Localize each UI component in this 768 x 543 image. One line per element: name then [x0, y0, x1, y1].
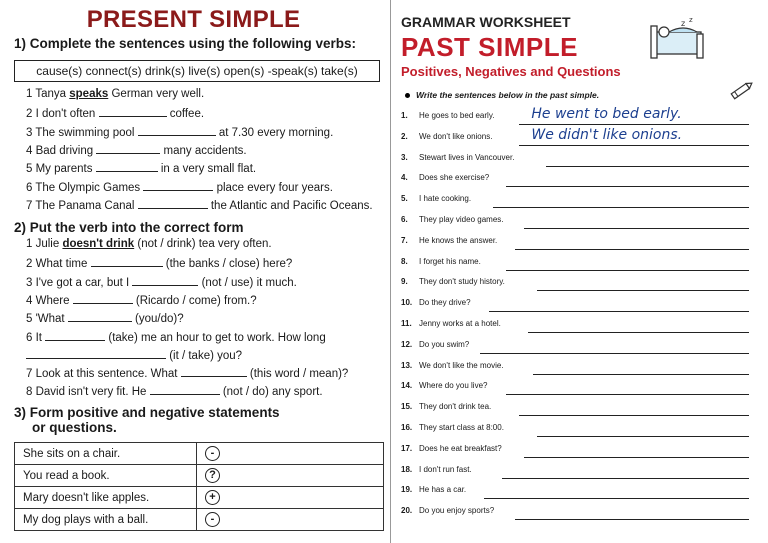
svg-text:z: z: [681, 19, 686, 28]
question-text: Does he eat breakfast?: [419, 443, 502, 453]
exercise-line: [26, 366, 348, 380]
question-number: 7.: [401, 235, 408, 245]
statement-symbol-cell: [197, 443, 384, 465]
question-row: [401, 194, 759, 208]
statement-symbol: +: [205, 490, 220, 505]
line-prefix: 8 David isn't very fit. He: [26, 386, 150, 399]
statement-text: My dog plays with a ball.: [15, 509, 197, 531]
exercise-line: [26, 143, 247, 157]
question-text: Do you enjoy sports?: [419, 506, 495, 516]
answer-blank[interactable]: [138, 125, 216, 136]
question-text: Where do you live?: [419, 381, 488, 391]
answer-blank[interactable]: [143, 180, 213, 191]
question-text: They don't drink tea.: [419, 402, 492, 412]
answer-blank[interactable]: [26, 348, 166, 359]
line-suffix: place every four years.: [213, 181, 333, 194]
question-number: 1.: [401, 111, 408, 120]
line-suffix: (take) me an hour to get to work. How long: [105, 331, 326, 344]
line-suffix: the Atlantic and Pacific Oceans.: [207, 199, 373, 212]
question-row: [401, 173, 759, 187]
answer-line[interactable]: [537, 436, 749, 437]
exercise-line: [26, 238, 272, 250]
line-prefix: 3 The swimming pool: [26, 126, 138, 139]
question-row: [401, 236, 759, 250]
statement-symbol: -: [205, 446, 220, 461]
question-row: [401, 126, 759, 146]
statement-symbol: ?: [205, 468, 220, 483]
question-row: [401, 361, 759, 375]
line-suffix: in a very small flat.: [157, 163, 257, 176]
exercise-line: [26, 256, 292, 270]
question-row: [401, 381, 759, 395]
line-prefix: 1 Tanya: [26, 88, 70, 100]
line-prefix: 2 What time: [26, 258, 91, 271]
verb-list-box: cause(s) connect(s) drink(s) live(s) open(s) -speak(s) take(s): [14, 60, 380, 82]
question-text: I forget his name.: [419, 256, 481, 266]
question-number: 10.: [401, 298, 413, 308]
answer-line[interactable]: [484, 498, 749, 499]
worksheet-title: PAST SIMPLE: [401, 32, 578, 62]
answer-blank[interactable]: [68, 311, 132, 322]
question-text: Jenny works at a hotel.: [419, 319, 501, 328]
question-row: [401, 506, 759, 520]
line-prefix: 5 'What: [26, 313, 68, 326]
answer-blank[interactable]: [132, 275, 198, 286]
line-suffix: (not / use) it much.: [198, 276, 297, 289]
question-row: [401, 319, 759, 333]
answer-line[interactable]: [524, 228, 749, 229]
worksheet-header: GRAMMAR WORKSHEET: [401, 14, 571, 30]
question-number: 8.: [401, 256, 408, 266]
question-number: 12.: [401, 339, 413, 349]
question-row: [401, 215, 759, 229]
line-suffix: (not / do) any sport.: [219, 386, 323, 399]
exercise-line: [26, 384, 323, 398]
answer-line[interactable]: [515, 519, 749, 520]
exercise-line: [26, 348, 242, 362]
question-text: Does she exercise?: [419, 173, 490, 183]
line-suffix: (you/do)?: [131, 313, 184, 326]
instruction: [405, 90, 599, 100]
statement-symbol: -: [205, 512, 220, 527]
exercise-line: [26, 106, 204, 120]
filled-answer: speaks: [69, 88, 109, 100]
filled-answer: doesn't drink: [62, 238, 135, 250]
line-prefix: 2 I don't often: [26, 108, 99, 121]
question-number: 11.: [401, 319, 412, 328]
page-title: PRESENT SIMPLE: [86, 6, 301, 33]
question-number: 6.: [401, 215, 408, 224]
answer-line[interactable]: [537, 290, 749, 291]
question-number: 3.: [401, 152, 408, 162]
exercise-line: [26, 293, 257, 307]
answer-line[interactable]: [528, 332, 749, 333]
question-text: Do you swim?: [419, 339, 470, 349]
answer-blank[interactable]: [91, 256, 163, 267]
question-number: 13.: [401, 360, 413, 370]
statement-symbol-cell: [197, 465, 384, 487]
question-number: 16.: [401, 423, 413, 432]
worksheet-subtitle: Positives, Negatives and Questions: [401, 64, 621, 79]
statement-text: Mary doesn't like apples.: [15, 487, 197, 509]
question-number: 20.: [401, 506, 413, 516]
question-row: [401, 485, 759, 499]
question-row: [401, 106, 759, 125]
question-text: They don't study history.: [419, 277, 505, 287]
statement-row: [15, 509, 384, 531]
question-number: 4.: [401, 173, 408, 183]
line-suffix: German very well.: [108, 88, 205, 100]
question-number: 5.: [401, 194, 408, 204]
answer-line[interactable]: [519, 145, 749, 146]
question-text: Stewart lives in Vancouver.: [419, 152, 515, 162]
question-text: He knows the answer.: [419, 235, 498, 245]
question-row: [401, 257, 759, 271]
answer-blank[interactable]: [99, 106, 167, 117]
question-text: We don't like onions.: [419, 131, 493, 141]
exercise-line: [26, 125, 333, 139]
question-number: 17.: [401, 443, 413, 453]
question-text: He has a car.: [419, 485, 467, 495]
answer-blank[interactable]: [181, 366, 247, 377]
line-prefix: 7 The Panama Canal: [26, 199, 138, 212]
line-prefix: 4 Where: [26, 294, 73, 307]
question-number: 15.: [401, 402, 413, 412]
line-suffix: at 7.30 every morning.: [215, 126, 334, 139]
statement-text: She sits on a chair.: [15, 443, 197, 465]
line-suffix: (it / take) you?: [166, 349, 243, 362]
question-row: [401, 277, 759, 291]
line-prefix: 6 The Olympic Games: [26, 181, 144, 194]
exercise-line: [26, 88, 204, 100]
answer-line[interactable]: [519, 415, 749, 416]
answer-blank[interactable]: [150, 384, 220, 395]
statement-symbol-cell: [197, 509, 384, 531]
answer-line[interactable]: [506, 270, 749, 271]
exercise-line: [26, 180, 333, 194]
pencil-icon: [729, 78, 755, 102]
question-row: [401, 444, 759, 458]
statements-table: [14, 442, 384, 531]
line-prefix: 6 It: [26, 331, 46, 344]
question-number: 18.: [401, 464, 413, 474]
answer-blank[interactable]: [45, 330, 105, 341]
answer-line[interactable]: [533, 374, 749, 375]
question-number: 14.: [401, 381, 413, 391]
statement-row: [15, 443, 384, 465]
handwritten-answer: He went to bed early.: [531, 106, 682, 122]
answer-blank[interactable]: [96, 161, 158, 172]
question-text: He goes to bed early.: [419, 111, 495, 120]
question-text: I don't run fast.: [419, 464, 472, 474]
question-row: [401, 340, 759, 354]
line-suffix: many accidents.: [160, 144, 247, 157]
answer-line[interactable]: [480, 353, 749, 354]
line-prefix: 1 Julie: [26, 238, 63, 250]
answer-line[interactable]: [493, 207, 749, 208]
exercise-line: [26, 161, 256, 175]
question-text: We don't like the movie.: [419, 360, 504, 370]
line-suffix: (not / drink) tea very often.: [134, 238, 272, 250]
answer-line[interactable]: [524, 457, 749, 458]
question-number: 19.: [401, 485, 413, 495]
answer-line[interactable]: [489, 311, 749, 312]
question-text: I hate cooking.: [419, 194, 472, 204]
section3-heading-line2: or questions.: [32, 420, 117, 435]
question-row: [401, 465, 759, 479]
section3-heading: [14, 405, 280, 435]
answer-blank[interactable]: [73, 293, 133, 304]
answer-blank[interactable]: [138, 198, 208, 209]
handwritten-answer: We didn't like onions.: [531, 126, 683, 143]
exercise-line: [26, 198, 373, 212]
exercise-line: [26, 275, 297, 289]
question-number: 9.: [401, 277, 408, 287]
question-row: [401, 298, 759, 312]
question-text: They start class at 8:00.: [419, 423, 504, 432]
section3-heading-line1: 3) Form positive and negative statements: [14, 405, 280, 420]
answer-blank[interactable]: [96, 143, 160, 154]
section1-heading: 1) Complete the sentences using the following verbs:: [14, 36, 357, 51]
line-prefix: 7 Look at this sentence. What: [26, 368, 181, 381]
past-simple-worksheet: [390, 0, 768, 543]
line-prefix: 5 My parents: [26, 163, 96, 176]
exercise-line: [26, 311, 184, 325]
question-number: 2.: [401, 131, 408, 141]
section2-heading: 2) Put the verb into the correct form: [14, 220, 244, 235]
question-row: [401, 423, 759, 437]
instruction-text: Write the sentences below in the past simple.: [416, 90, 600, 100]
line-prefix: 3 I've got a car, but I: [26, 276, 133, 289]
statement-text: You read a book.: [15, 465, 197, 487]
answer-line[interactable]: [506, 186, 749, 187]
statement-symbol-cell: [197, 487, 384, 509]
line-suffix: (Ricardo / come) from.?: [132, 294, 257, 307]
answer-line[interactable]: [506, 394, 749, 395]
exercise-line: [26, 330, 326, 344]
line-suffix: (this word / mean)?: [246, 368, 349, 381]
answer-line[interactable]: [502, 478, 749, 479]
question-text: Do they drive?: [419, 298, 471, 308]
statement-row: [15, 487, 384, 509]
line-suffix: coffee.: [166, 108, 205, 121]
answer-line[interactable]: [519, 124, 749, 125]
question-row: [401, 402, 759, 416]
bullet-icon: [405, 93, 410, 98]
answer-line[interactable]: [515, 249, 749, 250]
svg-text:z: z: [689, 18, 693, 24]
statement-row: [15, 465, 384, 487]
bed-icon: [649, 18, 707, 60]
question-row: [401, 153, 759, 167]
question-text: They play video games.: [419, 215, 504, 224]
line-prefix: 4 Bad driving: [26, 144, 97, 157]
line-suffix: (the banks / close) here?: [162, 258, 293, 271]
answer-line[interactable]: [546, 166, 749, 167]
